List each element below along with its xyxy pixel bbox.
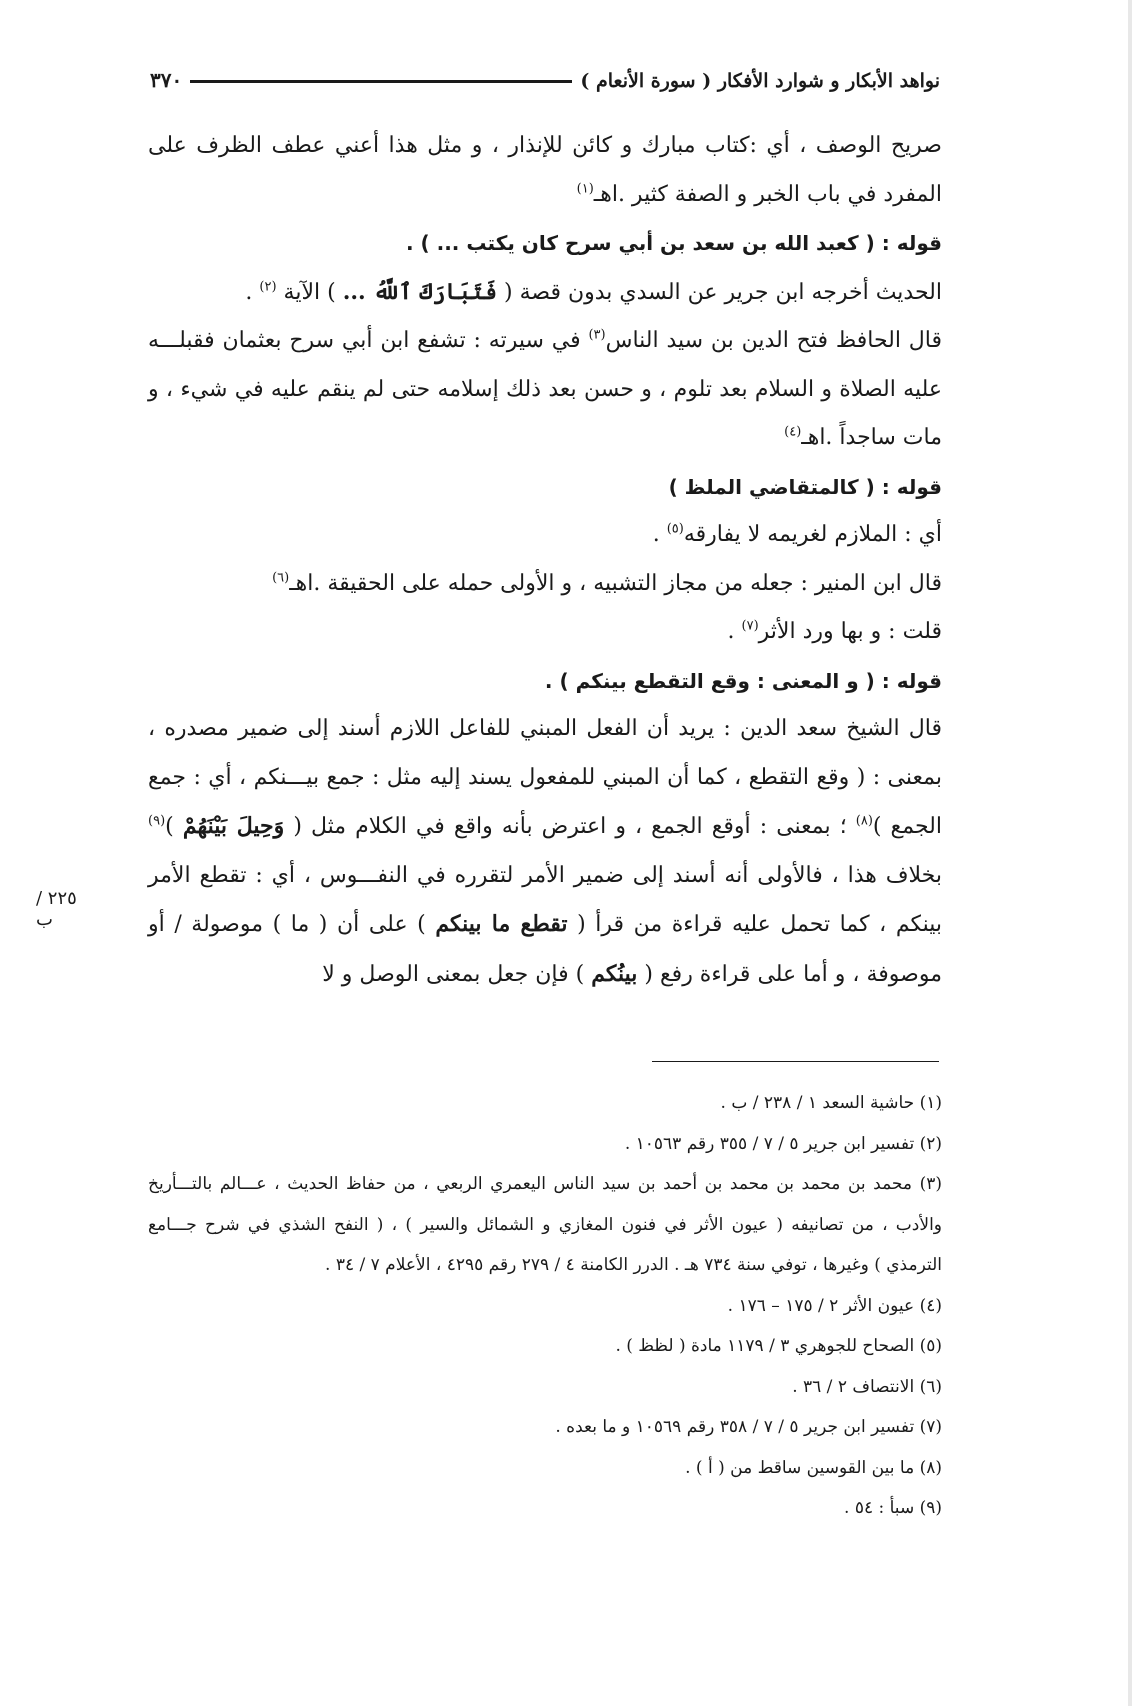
footnote-ref: (٢): [259, 279, 277, 295]
paragraph: الحديث أخرجه ابن جرير عن السدي بدون قصة ( فَتَبَارَكَ ٱللَّهُ ... ) الآية $^{(٢)}$ .: [245, 278, 942, 305]
footnote-ref: (٣): [588, 327, 606, 343]
footnote-ref: (٧): [741, 618, 759, 634]
page-header: [150, 62, 940, 92]
footnote-ref: (٩): [148, 813, 166, 829]
footnote-ref: (٥): [666, 521, 684, 537]
footnote: (٦) الانتصاف ٢ / ٣٦ .: [792, 1376, 942, 1397]
commentary-heading: قوله : ( كالمتقاضي الملظ ): [668, 474, 942, 499]
paragraph: قال ابن المنير : جعله من مجاز التشبيه ، و الأولى حمله على الحقيقة .اهـ$^{(٦)}$: [272, 570, 942, 596]
footnote-ref: (١): [576, 181, 594, 197]
commentary-heading: قوله : ( كعبد الله بن سعد بن أبي سرح كان يكتب ... ) .: [405, 231, 942, 255]
footnote: (٨) ما بين القوسين ساقط من ( أ ) .: [685, 1457, 942, 1478]
reading-variant: بينُكم: [591, 960, 638, 987]
paragraph: قلت : و بها ورد الأثر$^{(٧)}$ .: [727, 618, 942, 644]
scan-edge: [1128, 0, 1132, 1706]
footnote-ref: (٤): [784, 424, 802, 440]
footnote: (٩) سبأ : ٥٤ .: [844, 1498, 942, 1518]
reading-variant: تقطع ما بينكم: [435, 911, 568, 937]
footnote: (٧) تفسير ابن جرير ٥ / ٧ / ٣٥٨ رقم ١٠٥٦٩ و ما بعده .: [555, 1417, 942, 1437]
footnote-ref: (٨): [855, 813, 873, 829]
header-rule: [190, 80, 572, 83]
footnote-separator: [652, 1061, 939, 1062]
footnote: (٣) محمد بن محمد بن محمد بن أحمد بن سيد الناس اليعمري الربعي ، من حفاظ الحديث ، عـــالم بالتـــأريخ والأدب ، من تصانيفه ( عيون الأثر في فنون المغازي و الشمائل والسير ) ، ( النفح الشذي في شرح جـــامع الترمذي ) وغيرها ، توفي سنة ٧٣٤ هـ . الدرر الكامنة ٤ / ٢٧٩ رقم ٤٢٩٥ ، الأعلام ٧ / ٣٤ .: [148, 1174, 942, 1275]
footnotes: [148, 1083, 942, 1529]
paragraph: قال الشيخ سعد الدين : يريد أن الفعل المبني للفاعل اللازم أسند إلى ضمير مصدره ، بمعنى : ( وقع التقطع ، كما أن المبني للمفعول يسند إليه مثل : جمع بيـــنكم ، أي : جمع الجمع )$^{(٨)}$ ؛ بمعنى : أوقع الجمع ، و اعترض بأنه واقع في الكلام مثل ( وَحِيلَ بَيْنَهُمْ )$^{(٩)}$ بخلاف هذا ، فالأولى أنه أسند إلى ضمير الأمر لتقرره في النفـــوس ، أي : تقطع الأمر بينكم ، كما تحمل عليه قراءة من قرأ ( تقطع ما بينكم ) على أن ( ما ) موصولة / أو موصوفة ، و أما على قراءة رفع ( بينُكم ) فإن جعل بمعنى الوصل و لا: [148, 716, 943, 987]
quran-quote: فَتَبَارَكَ ٱللَّهُ ...: [342, 278, 498, 305]
footnote: (٥) الصحاح للجوهري ٣ / ١١٧٩ مادة ( لظظ ) .: [615, 1336, 942, 1356]
page-number: ٣٧٠: [150, 68, 183, 92]
running-title: نواهد الأبكار و شوارد الأفكار ( سورة الأنعام ): [580, 70, 940, 92]
footnote: (٤) عيون الأثر ٢ / ١٧٥ – ١٧٦ .: [727, 1295, 942, 1316]
commentary-heading: قوله : ( و المعنى : وقع التقطع بينكم ) .: [544, 668, 942, 693]
manuscript-folio-note: ٢٢٥ / ب: [36, 888, 77, 930]
paragraph: قال الحافظ فتح الدين بن سيد الناس$^{(٣)}$ في سيرته : تشفع ابن أبي سرح بعثمان فقبلـــه عليه الصلاة و السلام بعد تلوم ، و حسن بعد ذلك إسلامه حتى لم ينقم عليه في شيء ، و مات ساجداً .اهـ$^{(٤)}$: [148, 327, 943, 450]
paragraph: صريح الوصف ، أي :كتاب مبارك و كائن للإنذار ، و مثل هذا أعني عطف الظرف على المفرد في باب الخبر و الصفة كثير .اهـ$^{(١)}$: [148, 133, 942, 207]
main-text: [148, 122, 942, 999]
paragraph: أي : الملازم لغريمه لا يفارقه$^{(٥)}$ .: [652, 521, 942, 547]
quran-quote: وَحِيلَ بَيْنَهُمْ: [182, 813, 285, 839]
footnote-ref: (٦): [272, 570, 290, 586]
footnote: (٢) تفسير ابن جرير ٥ / ٧ / ٣٥٥ رقم ١٠٥٦٣ .: [624, 1133, 942, 1154]
footnote: (١) حاشية السعد ١ / ٢٣٨ / ب .: [720, 1093, 942, 1113]
